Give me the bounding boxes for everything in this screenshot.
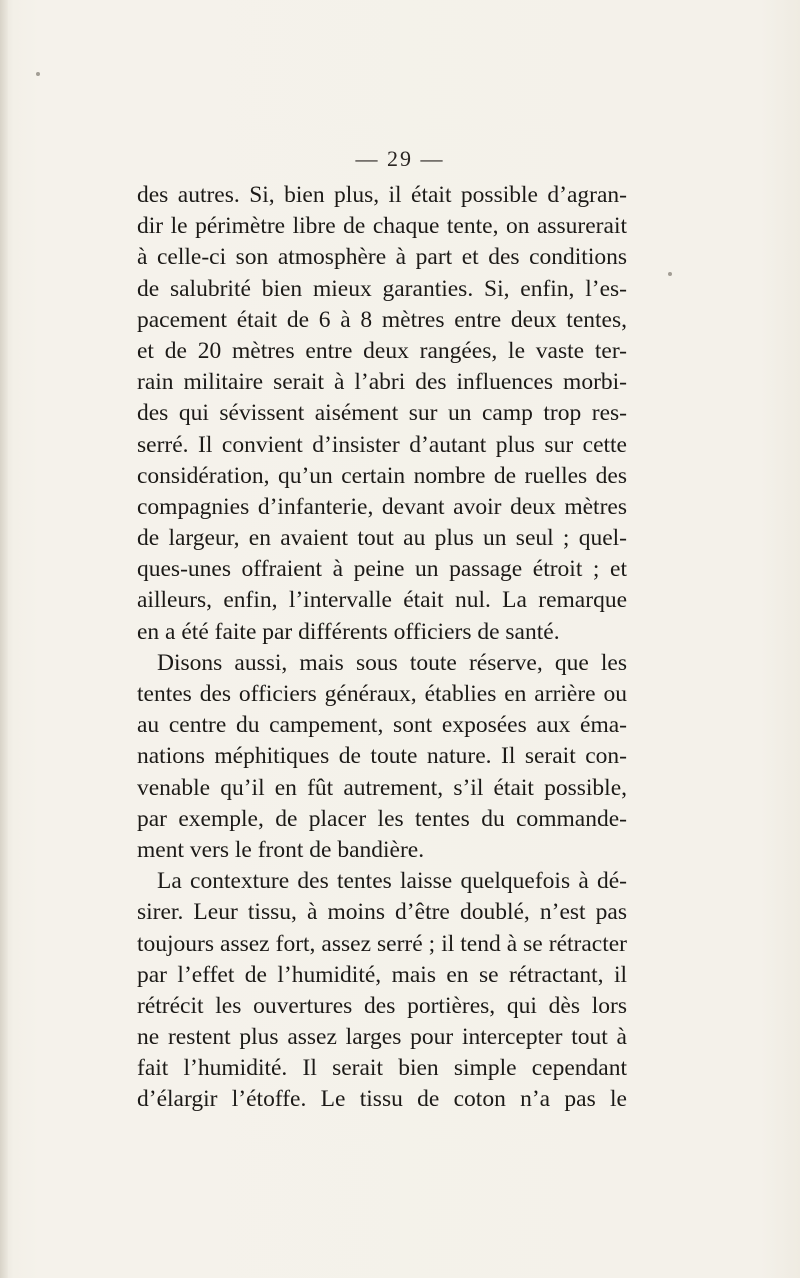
text-line: par exemple, de placer les tentes du commande- [137, 805, 627, 832]
text-line: toujours assez fort, assez serré ; il tend à se rétracter [137, 930, 627, 957]
text-line: par l’effet de l’humidité, mais en se rétractant, il [137, 961, 627, 988]
text-line: et de 20 mètres entre deux rangées, le vaste ter- [137, 337, 627, 364]
binding-edge [0, 0, 8, 1278]
text-line: ailleurs, enfin, l’intervalle était nul. La remarque [137, 587, 627, 614]
text-line: compagnies d’infanterie, devant avoir deux mètres [137, 493, 627, 520]
paper-speck [668, 272, 672, 276]
text-line: à celle-ci son atmosphère à part et des conditions [137, 244, 627, 271]
page-number: — 29 — [355, 146, 445, 171]
text-line: rain militaire serait à l’abri des influences morbi- [137, 369, 627, 396]
text-line: de salubrité bien mieux garanties. Si, enfin, l’es- [137, 275, 627, 302]
text-line: fait l’humidité. Il serait bien simple cependant [137, 1055, 627, 1082]
text-line: dir le périmètre libre de chaque tente, on assurerait [137, 213, 627, 240]
text-line: ment vers le front de bandière. [137, 836, 425, 863]
text-line: considération, qu’un certain nombre de ruelles des [137, 462, 627, 489]
body-text [137, 180, 627, 1116]
text-line: rétrécit les ouvertures des portières, qui dès lors [137, 992, 627, 1019]
text-line: pacement était de 6 à 8 mètres entre deux tentes, [137, 306, 627, 333]
text-line: au centre du campement, sont exposées aux éma- [137, 712, 627, 739]
paper-speck [36, 72, 40, 76]
text-line: de largeur, en avaient tout au plus un seul ; quel- [137, 525, 627, 552]
text-line: serré. Il convient d’insister d’autant plus sur cette [137, 431, 627, 458]
paragraph-start-line: La contexture des tentes laisse quelquefois à dé- [157, 868, 627, 895]
text-line: nations méphitiques de toute nature. Il serait con- [137, 743, 627, 770]
text-line: d’élargir l’étoffe. Le tissu de coton n’a pas le [137, 1086, 627, 1113]
paragraph-start-line: Disons aussi, mais sous toute réserve, que les [157, 649, 627, 676]
text-line: en a été faite par différents officiers de santé. [137, 618, 560, 645]
text-line: tentes des officiers généraux, établies en arrière ou [137, 681, 627, 707]
text-line: ques-unes offraient à peine un passage étroit ; et [137, 556, 627, 583]
text-line: des qui sévissent aisément sur un camp trop res- [137, 400, 627, 427]
text-line: sirer. Leur tissu, à moins d’être doublé, n’est pas [137, 899, 627, 926]
text-line: des autres. Si, bien plus, il était possible d’agran- [137, 182, 627, 208]
text-line: ne restent plus assez larges pour intercepter tout à [137, 1024, 627, 1051]
text-line: venable qu’il en fût autrement, s’il était possible, [137, 774, 627, 801]
